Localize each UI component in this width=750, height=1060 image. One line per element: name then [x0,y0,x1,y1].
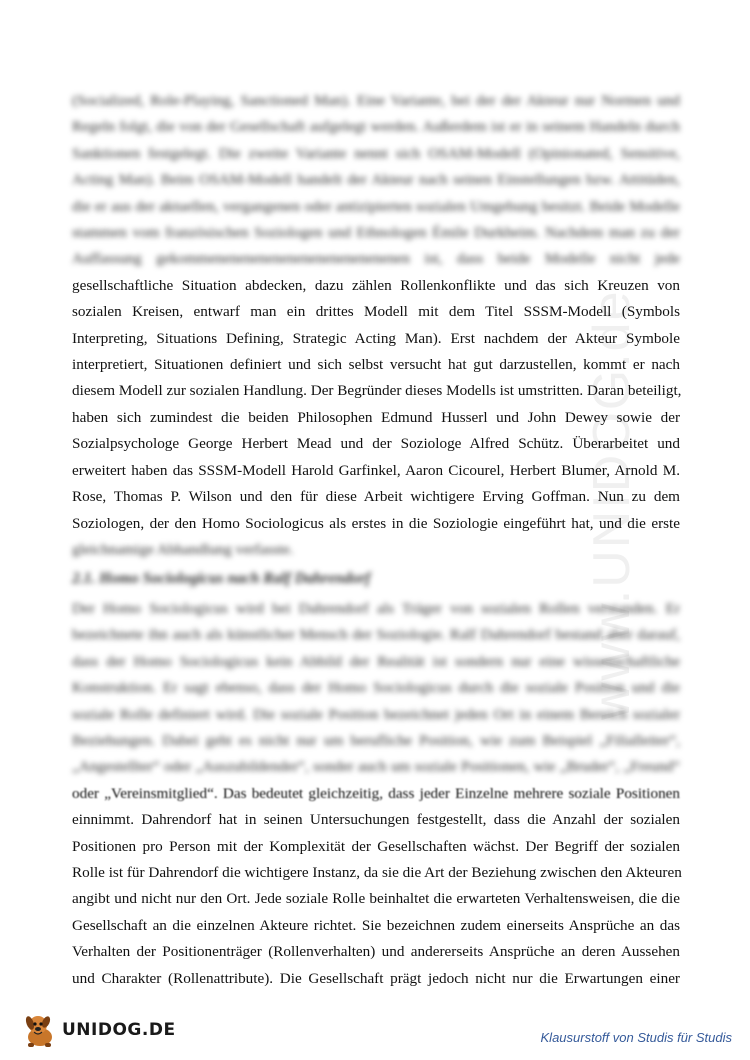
text-line: und Charakter (Rollenattribute). Die Gesellschaft prägt jedoch nicht nur die Erwartungen einer [72,969,680,987]
text-line: sozialen Kreisen, entwarf man ein drittes Modell mit dem Titel SSSM-Modell (Symbols [72,303,680,321]
text-line: interpretiert, Situationen definiert und sich selbst versucht hat gut darzustellen, kommt er nach [72,356,680,374]
text-line: Gesellschaft an die einzelnen Akteure richtet. Sie bezeichnen zudem einerseits Ansprüche an das [72,916,680,934]
text-line: Regeln folgt, die von der Gesellschaft aufgelegt werden. Außerdem ist er in seinem Handeln durch [72,118,680,136]
text-line: gesellschaftliche Situation abdecken, dazu zählen Rollenkonflikte und das sich Kreuzen von [72,276,680,294]
text-line: erweitert haben das SSSM-Modell Harold Garfinkel, Aaron Cicourel, Herbert Blumer, Arnold M. [72,461,680,479]
text-line: Der Homo Sociologicus wird bei Dahrendorf als Träger von sozialen Rollen verstanden. Er [72,600,680,617]
text-line: angibt und nicht nur den Ort. Jede soziale Rolle beinhaltet die erwarteten Verhaltensweisen, die die [72,890,680,908]
text-line: Beziehungen. Dabei geht es nicht nur um berufliche Position, wie zum Beispiel „Filialleiter“, [72,732,680,750]
text-line: Acting Man). Beim OSAM-Modell handelt der Akteur nach seinen Einstellungen bzw. Attitüden, [72,171,680,189]
text-line: diesem Modell zur sozialen Handlung. Der Begründer dieses Modells ist umstritten. Daran beteiligt, [72,382,682,400]
logo-text: UNIDOG.DE [62,1020,176,1040]
text-line: Interpreting, Situations Defining, Strategic Acting Man). Erst nachdem der Akteur Symbole [72,329,680,347]
text-line: (Socialized, Role-Playing, Sanctioned Man). Eine Variante, bei der der Akteur nur Normen und [72,92,680,109]
text-line: haben sich zumindest die beiden Philosophen Edmund Husserl und John Dewey sowie der [72,408,680,426]
text-line: Verhalten der Positionenträger (Rollenverhalten) und andererseits Ansprüche an deren Aussehen [72,943,680,961]
text-line: dass der Homo Sociologicus kein Abbild der Realität ist sondern nur eine wissenschaftliche [72,652,680,670]
section-heading: 2.1. Homo Sociologicus nach Ralf Dahrendorf [72,570,371,587]
text-line: gleichnamige Abhandlung verfasste. [72,540,294,558]
text-line: die er aus der aktuellen, vergangenen oder antizipierten sozialen Umgebung besitzt. Beide Modelle [72,197,680,215]
text-line: einnimmt. Dahrendorf hat in seinen Untersuchungen festgestellt, dass die Anzahl der sozialen [72,811,680,829]
footer-slogan: Klausurstoff von Studis für Studis [540,1030,732,1045]
text-line: stammen vom französischen Soziologen und Ethnologen Émile Durkheim. Nachdem man zu der [72,224,680,242]
text-line: oder „Vereinsmitglied“. Das bedeutet gleichzeitig, dass jeder Einzelne mehrere soziale Positionen [72,784,680,802]
dog-mascot-icon [20,1010,60,1050]
paragraph-1 [72,88,680,563]
text-line: Auffassung gekommenenenenenenenenenenenenenen ist, dass beide Modelle nicht jede [72,250,680,268]
text-line: bezeichnete ihn auch als künstlicher Mensch der Soziologie. Ralf Dahrendorf bestand aber darauf, [72,626,680,644]
text-line: Rose, Thomas P. Wilson und den für diese Arbeit wichtigere Erving Goffman. Nun zu dem [72,488,680,506]
paragraph-2 [72,596,680,992]
text-line: Sanktionen festgelegt. Die zweite Variante nennt sich OSAM-Modell (Opinionated, Sensitive, [72,144,680,162]
text-line: Soziologen, der den Homo Sociologicus als erstes in die Soziologie eingeführt hat, und die erste [72,514,680,532]
text-line: Konstruktion. Er sagt ebenso, dass der Homo Sociologicus durch die soziale Position und die [72,679,680,697]
text-line: Sozialpsychologe George Herbert Mead und der Soziologe Alfred Schütz. Überarbeitet und [72,435,680,453]
text-line: „Angestellter“ oder „Auszubildender“, sonder auch um soziale Positionen, wie „Bruder“, „Freund“ [72,758,680,776]
watermark: www.UNIDOG.de [583,289,641,720]
text-line: soziale Rolle definiert wird. Die soziale Position bezeichnet jeden Ort in einem Bereich sozialer [72,705,680,723]
unidog-logo[interactable] [20,1008,176,1052]
text-line: Rolle ist für Dahrendorf die wichtigere Instanz, da sie die Art der Beziehung zwischen den Akteuren [72,864,682,882]
text-line: Positionen pro Person mit der Komplexität der Gesellschaften wächst. Der Begriff der sozialen [72,837,680,855]
